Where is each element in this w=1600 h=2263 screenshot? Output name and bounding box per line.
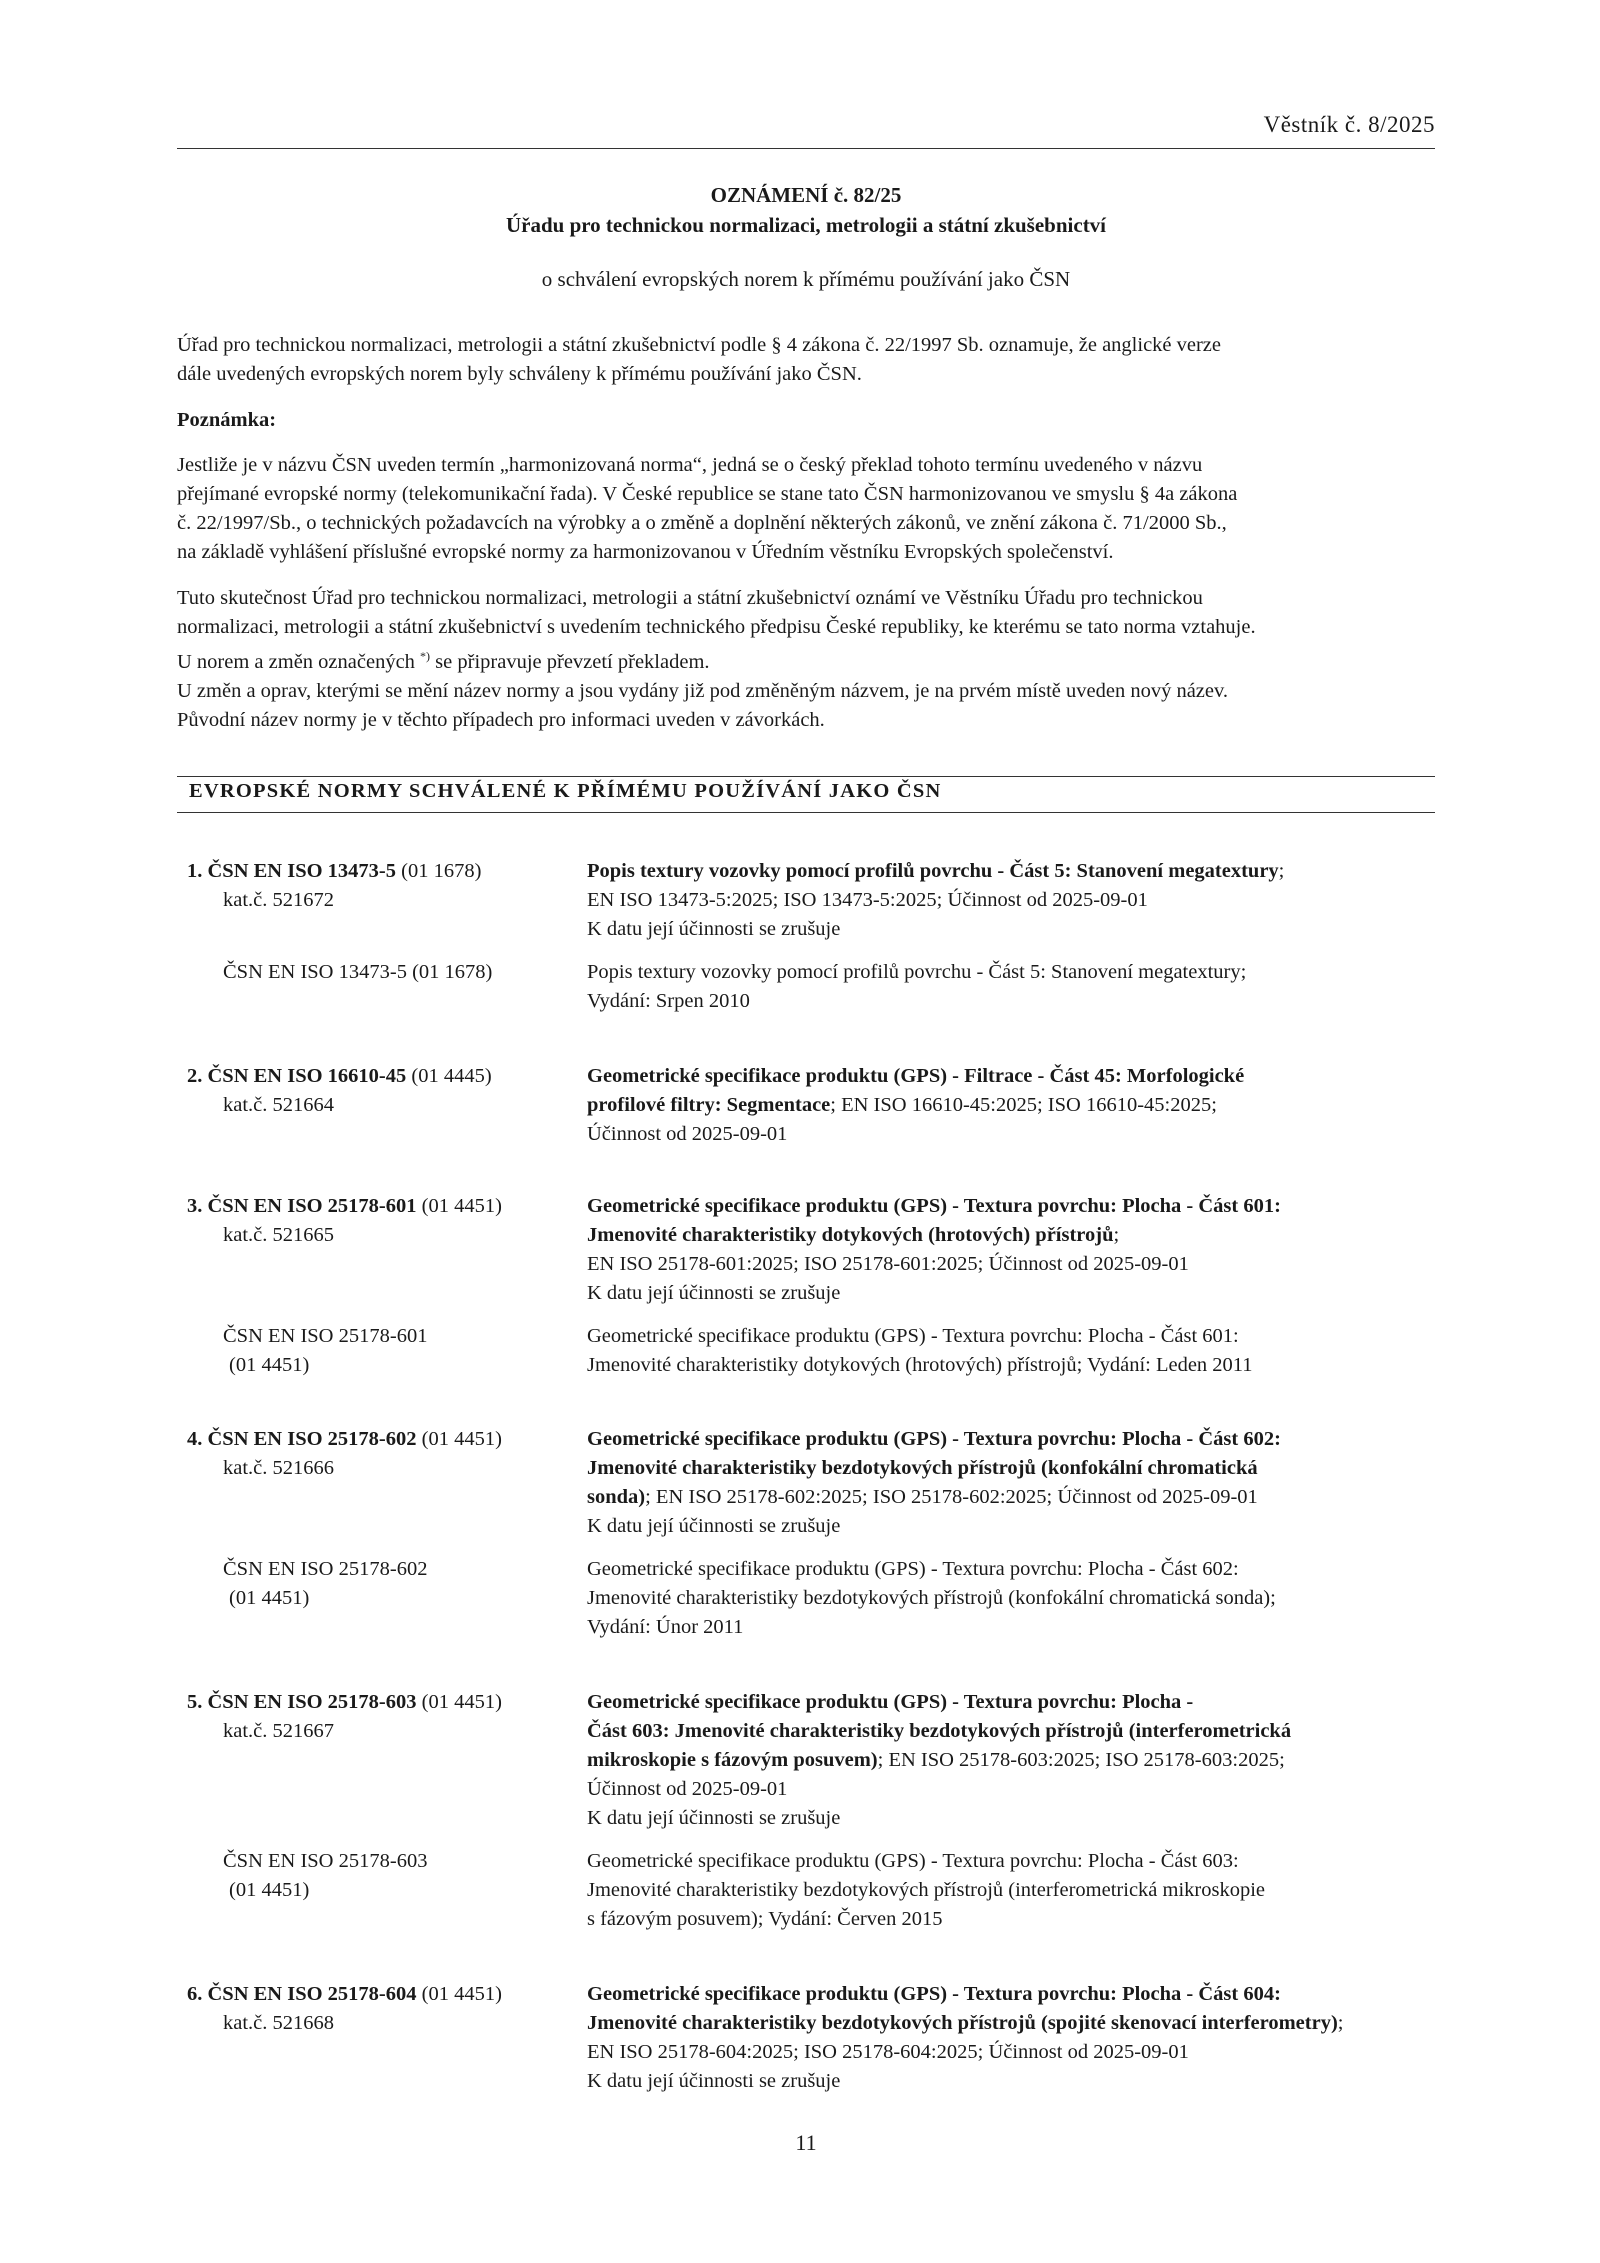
norm-entry-1: 1. ČSN EN ISO 13473-5 (01 1678) kat.č. 521672 Popis textury vozovky pomocí profilů povrchu - Část 5: Stanovení megatextury; EN ISO 13473-5:2025; ISO 13473-5:2025; Účinnost od 2025-09-01 K datu její účinnosti se zrušuje ČSN EN ISO 13473-5 (01 1678) Popis textury vozovky pomocí profilů povrchu - Část 5: Stanovení megatextury; Vydání: Srpen 2010	[187, 860, 1285, 1012]
section-rule-bottom	[177, 812, 1435, 813]
section-rule-top	[177, 776, 1435, 777]
norm-entry-5: 5. ČSN EN ISO 25178-603 (01 4451) kat.č. 521667 Geometrické specifikace produktu (GPS) - Textura povrchu: Plocha - Část 603: Jmenovité charakteristiky bezdotykových přístrojů (interferometrická mikroskopie s fázovým posuvem); EN ISO 25178-603:2025; ISO 25178-603:2025; Účinnost od 2025-09-01 K datu její účinnosti se zrušuje ČSN EN ISO 25178-603 (01 4451) Geometrické specifikace produktu (GPS) - Textura povrchu: Plocha - Část 603: Jmenovité charakteristiky bezdotykových přístrojů (interferometrická mikroskopie s fázovým posuvem); Vydání: Červen 2015	[187, 1691, 1292, 1930]
journal-header: Věstník č. 8/2025	[1263, 112, 1435, 137]
info-paragraph: Tuto skutečnost Úřad pro technickou normalizaci, metrologii a státní zkušebnictví oznámí ve Věstníku Úřadu pro technickou normalizaci, metrologii a státní zkušebnictví s uvedením technického předpisu České republiky, ke kterému se tato norma vztahuje. U norem a změn označených *) se připravuje převzetí překladem. U změn a oprav, kterými se mění název normy a jsou vydány již pod změněným názvem, je na prvém místě uveden nový název. Původní název normy je v těchto případech pro informaci uveden v závorkách.	[177, 587, 1256, 731]
title-block	[177, 180, 1435, 294]
section-title: EVROPSKÉ NORMY SCHVÁLENÉ K PŘÍMÉMU POUŽÍVÁNÍ JAKO ČSN	[189, 780, 942, 802]
norm-entry-2: 2. ČSN EN ISO 16610-45 (01 4445) kat.č. 521664 Geometrické specifikace produktu (GPS) - Filtrace - Část 45: Morfologické profilové filtry: Segmentace; EN ISO 16610-45:2025; ISO 16610-45:2025; Účinnost od 2025-09-01	[187, 1065, 1245, 1145]
header-rule	[177, 148, 1435, 149]
norm-entry-6: 6. ČSN EN ISO 25178-604 (01 4451) kat.č. 521668 Geometrické specifikace produktu (GPS) - Textura povrchu: Plocha - Část 604: Jmenovité charakteristiky bezdotykových přístrojů (spojité skenovací interferometry); EN ISO 25178-604:2025; ISO 25178-604:2025; Účinnost od 2025-09-01 K datu její účinnosti se zrušuje	[187, 1983, 1344, 2092]
intro-paragraph: Úřad pro technickou normalizaci, metrologii a státní zkušebnictví podle § 4 zákona č. 22/1997 Sb. oznamuje, že anglické verze dále uvedených evropských norem byly schváleny k přímému používání jako ČSN.	[177, 334, 1222, 385]
norm-entry-3: 3. ČSN EN ISO 25178-601 (01 4451) kat.č. 521665 Geometrické specifikace produktu (GPS) - Textura povrchu: Plocha - Část 601: Jmenovité charakteristiky dotykových (hrotových) přístrojů; EN ISO 25178-601:2025; ISO 25178-601:2025; Účinnost od 2025-09-01 K datu její účinnosti se zrušuje ČSN EN ISO 25178-601 (01 4451) Geometrické specifikace produktu (GPS) - Textura povrchu: Plocha - Část 601: Jmenovité charakteristiky dotykových (hrotových) přístrojů; Vydání: Leden 2011	[187, 1195, 1281, 1376]
notice-title: OZNÁMENÍ č. 82/25	[710, 183, 902, 207]
notice-subject: o schválení evropských norem k přímému používání jako ČSN	[541, 267, 1071, 291]
note-paragraph: Jestliže je v názvu ČSN uveden termín „harmonizovaná norma“, jedná se o český překlad tohoto termínu uvedeného v názvu přejímané evropské normy (telekomunikační řada). V České republice se stane tato ČSN harmonizovanou ve smyslu § 4a zákona č. 22/1997/Sb., o technických požadavcích na výrobky a o změně a doplnění některých zákonů, ve znění zákona č. 71/2000 Sb., na základě vyhlášení příslušné evropské normy za harmonizovanou v Úředním věstníku Evropských společenství.	[177, 454, 1238, 563]
note-label: Poznámka:	[177, 409, 277, 431]
page-number: 11	[795, 2130, 817, 2155]
notice-issuer: Úřadu pro technickou normalizaci, metrologii a státní zkušebnictví	[505, 213, 1107, 237]
norm-entry-4: 4. ČSN EN ISO 25178-602 (01 4451) kat.č. 521666 Geometrické specifikace produktu (GPS) - Textura povrchu: Plocha - Část 602: Jmenovité charakteristiky bezdotykových přístrojů (konfokální chromatická sonda); EN ISO 25178-602:2025; ISO 25178-602:2025; Účinnost od 2025-09-01 K datu její účinnosti se zrušuje ČSN EN ISO 25178-602 (01 4451) Geometrické specifikace produktu (GPS) - Textura povrchu: Plocha - Část 602: Jmenovité charakteristiky bezdotykových přístrojů (konfokální chromatická sonda); Vydání: Únor 2011	[187, 1428, 1281, 1638]
